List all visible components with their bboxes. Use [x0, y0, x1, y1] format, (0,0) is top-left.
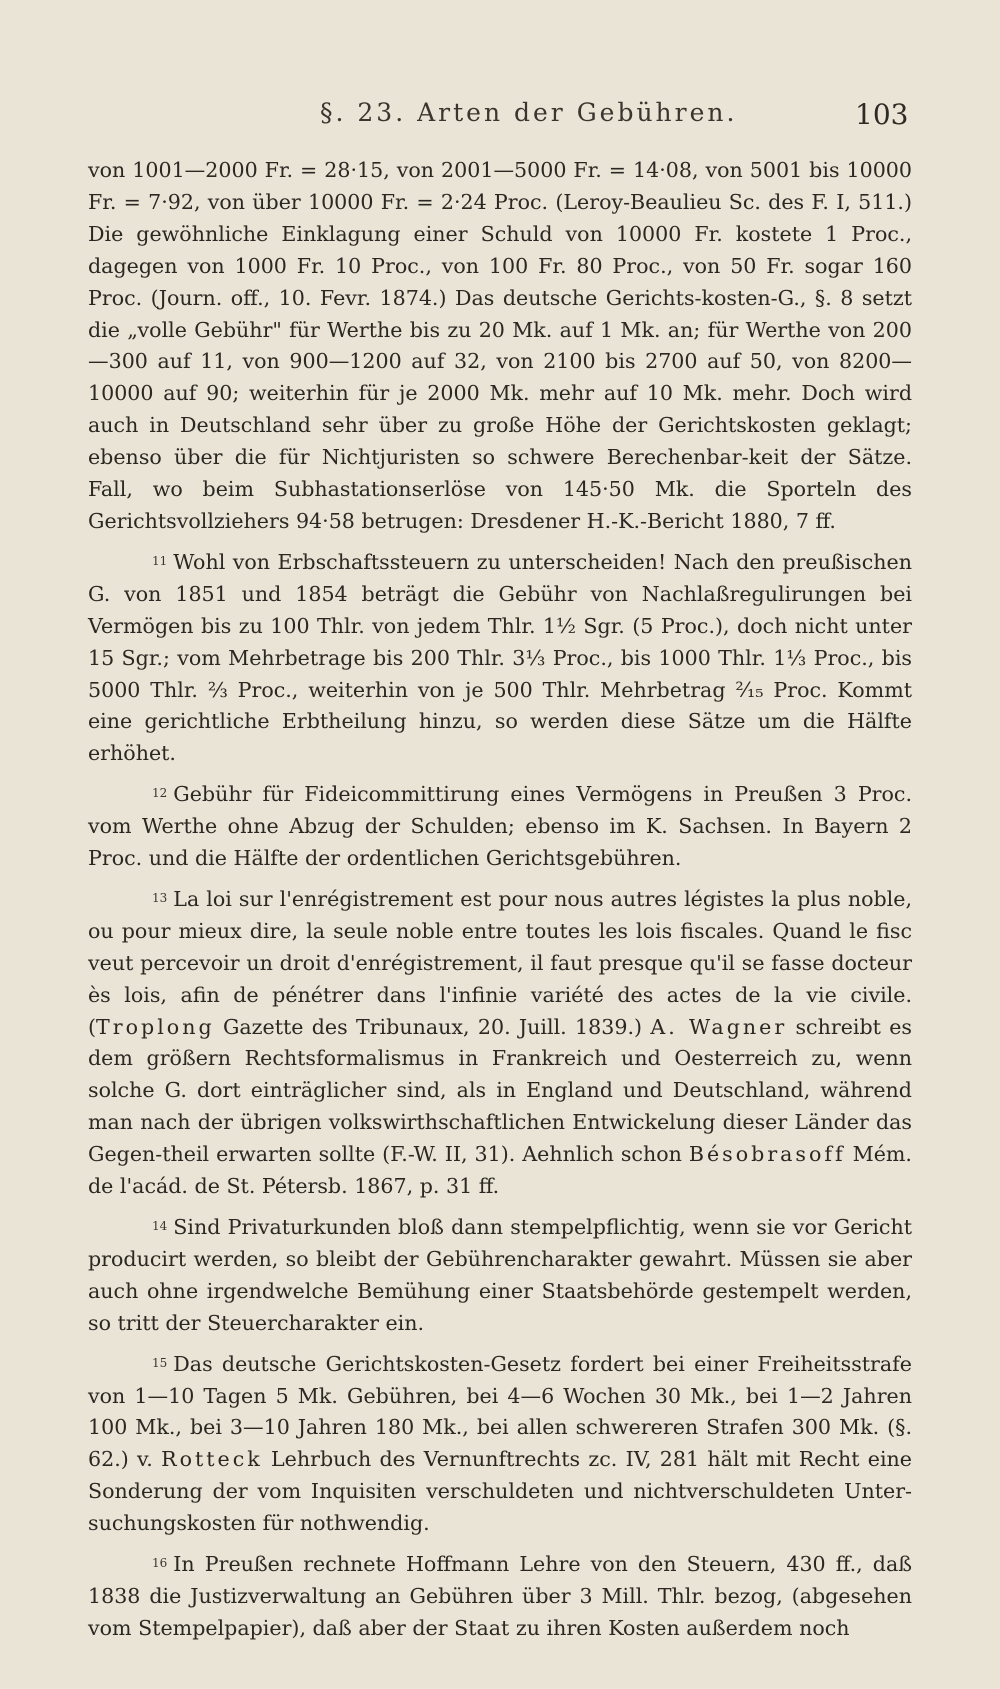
footnote-text: schreibt es dem größern Rechtsformalismus in Frankreich und Oesterreich zu, wenn solche G. dort einträglicher sind, als in England und Deutschland, während man nach der übrigen volkswirthschaftlichen Entwickelung dieser Länder das Gegen-theil erwarten sollte (F.-W. II, 31). Aehnlich schon: [88, 1014, 912, 1167]
footnote-number: 15: [152, 1355, 168, 1370]
running-title: §. 23. Arten der Gebühren.: [320, 98, 738, 127]
footnote-13: [88, 883, 912, 1203]
footnote-text: Wohl von Erbschaftssteuern zu unterscheiden! Nach den preußischen G. von 1851 und 1854 beträgt die Gebühr von Nachlaßregulirungen bei Vermögen bis zu 100 Thlr. von jedem Thlr. 1½ Sgr. (5 Proc.), doch nicht unter 15 Sgr.; vom Mehrbetrage bis 200 Thlr. 3⅓ Proc., bis 1000 Thlr. 1⅓ Proc., bis 5000 Thlr. ⅔ Proc., weiterhin von je 500 Thlr. Mehrbetrag ²⁄₁₅ Proc. Kommt eine gerichtliche Erbtheilung hinzu, so werden diese Sätze um die Hälfte erhöhet.: [88, 549, 912, 766]
author-name: Troplong: [96, 1014, 215, 1039]
footnote-text: Gebühr für Fideicommittirung eines Vermögens in Preußen 3 Proc. vom Werthe ohne Abzug der Schulden; ebenso im K. Sachsen. In Bayern 2 Proc. und die Hälfte der ordentlichen Gerichtsgebühren.: [88, 782, 912, 871]
footnote-11: [88, 546, 912, 770]
footnote-text: Mém. de l'acád. de St. Pétersb. 1867, p. 31 ff.: [88, 1142, 912, 1199]
footnote-12: [88, 778, 912, 875]
footnote-text: Sind Privaturkunden bloß dann stempelpflichtig, wenn sie vor Gericht producirt werden, so bleibt der Gebührencharakter gewahrt. Müssen sie aber auch ohne irgendwelche Bemühung einer Staatsbehörde gestempelt werden, so tritt der Steuercharakter ein.: [88, 1215, 912, 1335]
footnote-number: 14: [152, 1219, 168, 1233]
page-body: [88, 155, 912, 1645]
footnote-number: 16: [152, 1556, 168, 1571]
footnote-text: In Preußen rechnete Hoffmann Lehre von den Steuern, 430 ff., daß 1838 die Justizverwaltung an Gebühren über 3 Mill. Thlr. bezog, (abgesehen vom Stempelpapier), daß aber der Staat zu ihren Kosten außerdem noch: [88, 1552, 912, 1640]
footnote-text: Gazette des Tribunaux, 20. Juill. 1839.): [214, 1014, 651, 1039]
footnote-14: [88, 1211, 912, 1340]
author-name: A. Wagner: [650, 1014, 788, 1039]
footnote-16: [88, 1548, 912, 1645]
footnote-text: Das deutsche Gerichtskosten-Gesetz fordert bei einer Freiheitsstrafe von 1—10 Tagen 5 Mk. Gebühren, bei 4—6 Wochen 30 Mk., bei 1—2 Jahren 100 Mk., bei 3—10 Jahren 180 Mk., bei allen schwereren Strafen 300 Mk. (§. 62.) v.: [88, 1351, 912, 1472]
body-paragraph: von 1001—2000 Fr. = 28·15, von 2001—5000 Fr. = 14·08, von 5001 bis 10000 Fr. = 7·92, von über 10000 Fr. = 2·24 Proc. (Leroy-Beaulieu Sc. des F. I, 511.) Die gewöhnliche Einklagung einer Schuld von 10000 Fr. kostete 1 Proc., dagegen von 1000 Fr. 10 Proc., von 100 Fr. 80 Proc., von 50 Fr. sogar 160 Proc. (Journ. off., 10. Fevr. 1874.) Das deutsche Gerichts-kosten-G., §. 8 setzt die „volle Gebühr" für Werthe bis zu 20 Mk. auf 1 Mk. an; für Werthe von 200—300 auf 11, von 900—1200 auf 32, von 2100 bis 2700 auf 50, von 8200—10000 auf 90; weiterhin für je 2000 Mk. mehr auf 10 Mk. mehr. Doch wird auch in Deutschland sehr über zu große Höhe der Gerichtskosten geklagt; ebenso über die für Nichtjuristen so schwere Berechenbar-keit der Sätze. Fall, wo beim Subhastationserlöse von 145·50 Mk. die Sporteln des Gerichtsvollziehers 94·58 betrugen: Dresdener H.-K.-Bericht 1880, 7 ff.: [88, 158, 912, 533]
author-name: Rotteck: [161, 1447, 263, 1472]
footnote-text: La loi sur l'enrégistrement est pour nous autres légistes la plus noble, ou pour mieux dire, la seule noble entre toutes les lois fiscales. Quand le fisc veut percevoir un droit d'enrégistrement, il faut presque qu'il se fasse docteur ès lois, afin de pénétrer dans l'infinie variété des actes de la vie civile. (: [88, 886, 912, 1039]
footnote-number: 11: [152, 553, 168, 568]
footnote-15: [88, 1348, 912, 1540]
footnote-text: Lehrbuch des Vernunftrechts zc. IV, 281 hält mit Recht eine Sonderung der vom Inquisiten verschuldeten und nichtverschuldeten Unter-suchungskosten für nothwendig.: [88, 1447, 912, 1536]
author-name: Bésobrasoff: [688, 1142, 846, 1167]
page-header: [0, 98, 1000, 138]
footnote-number: 13: [152, 890, 168, 905]
footnote-number: 12: [152, 786, 168, 801]
page-number: 103: [855, 98, 909, 131]
